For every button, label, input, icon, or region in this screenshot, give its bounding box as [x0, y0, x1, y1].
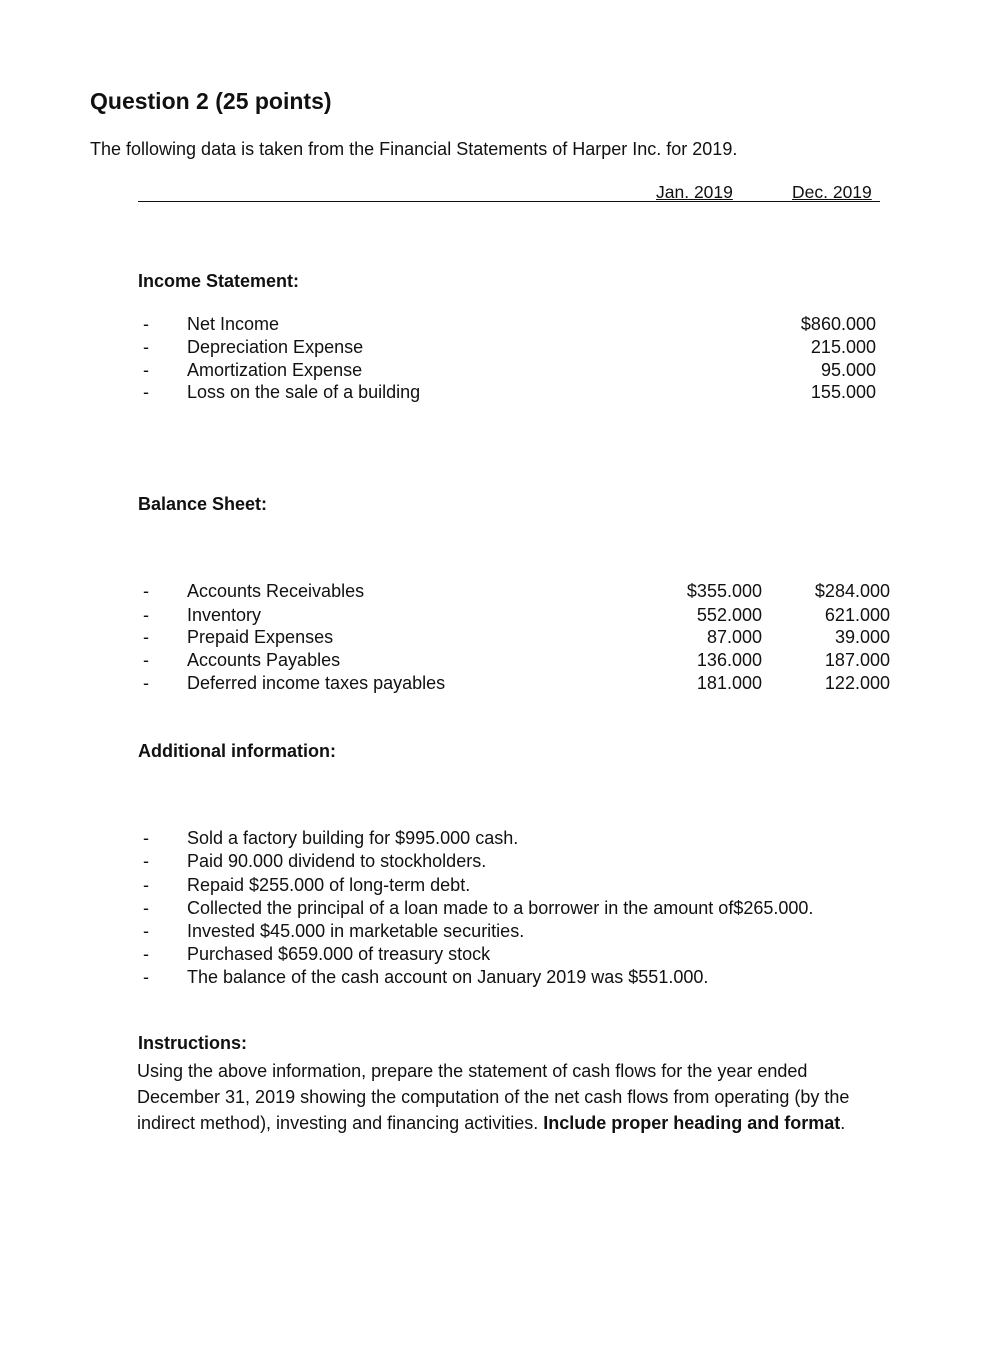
income-dec-value: $860.000	[800, 314, 876, 334]
income-dec-value: 215.000	[810, 337, 876, 357]
additional-text: The balance of the cash account on January 2019 was $551.000.	[187, 967, 709, 987]
additional-info-heading: Additional information:	[138, 741, 336, 761]
bullet-dash: -	[143, 967, 149, 987]
bullet-dash: -	[143, 360, 149, 380]
income-dec-value: 155.000	[810, 382, 876, 402]
balance-jan-value: 181.000	[696, 673, 762, 693]
instructions-heading: Instructions:	[138, 1033, 248, 1053]
bullet-dash: -	[143, 828, 149, 848]
intro-text: The following data is taken from the Financial Statements of Harper Inc. for 2019.	[90, 139, 738, 159]
column-header-dec: Dec. 2019	[792, 182, 872, 202]
bullet-dash: -	[143, 627, 149, 647]
income-label: Amortization Expense	[187, 360, 363, 380]
income-label: Loss on the sale of a building	[187, 382, 421, 402]
balance-dec-value: 39.000	[834, 627, 890, 647]
balance-jan-value: 552.000	[696, 605, 762, 625]
bullet-dash: -	[143, 337, 149, 357]
bullet-dash: -	[143, 944, 149, 964]
column-header-jan: Jan. 2019	[656, 182, 733, 202]
instructions-body	[137, 1058, 867, 1136]
balance-jan-value: $355.000	[686, 581, 762, 601]
balance-label: Accounts Receivables	[187, 581, 365, 601]
balance-dec-value: $284.000	[814, 581, 890, 601]
additional-text: Purchased $659.000 of treasury stock	[187, 944, 491, 964]
income-dec-value: 95.000	[820, 360, 876, 380]
bullet-dash: -	[143, 673, 149, 693]
bullet-dash: -	[143, 898, 149, 918]
bullet-dash: -	[143, 382, 149, 402]
additional-text: Repaid $255.000 of long-term debt.	[187, 875, 471, 895]
balance-jan-value: 136.000	[696, 650, 762, 670]
bullet-dash: -	[143, 314, 149, 334]
question-title: Question 2 (25 points)	[90, 88, 332, 114]
income-statement-heading: Income Statement:	[138, 271, 300, 291]
balance-dec-value: 122.000	[824, 673, 890, 693]
additional-text: Invested $45.000 in marketable securities.	[187, 921, 525, 941]
income-label: Net Income	[187, 314, 280, 334]
balance-jan-value: 87.000	[706, 627, 762, 647]
balance-dec-value: 187.000	[824, 650, 890, 670]
bullet-dash: -	[143, 581, 149, 601]
balance-label: Prepaid Expenses	[187, 627, 334, 647]
bullet-dash: -	[143, 875, 149, 895]
balance-label: Inventory	[187, 605, 262, 625]
instructions-text: Using the above information, prepare the statement of cash flows for the year ended December 31, 2019 showing the computation of the net cash flows from operating (by the indirect method), investing and financing activities.	[137, 1061, 850, 1133]
header-rule	[138, 201, 880, 202]
additional-text: Sold a factory building for $995.000 cash.	[187, 828, 519, 848]
instructions-emphasis: Include proper heading and format	[543, 1113, 841, 1133]
bullet-dash: -	[143, 921, 149, 941]
bullet-dash: -	[143, 605, 149, 625]
bullet-dash: -	[143, 650, 149, 670]
income-label: Depreciation Expense	[187, 337, 364, 357]
balance-label: Deferred income taxes payables	[187, 673, 446, 693]
balance-dec-value: 621.000	[824, 605, 890, 625]
bullet-dash: -	[143, 851, 149, 871]
additional-text: Collected the principal of a loan made to a borrower in the amount of$265.000.	[187, 898, 814, 918]
additional-text: Paid 90.000 dividend to stockholders.	[187, 851, 487, 871]
balance-sheet-heading: Balance Sheet:	[138, 494, 268, 514]
instructions-end: .	[840, 1113, 846, 1133]
balance-label: Accounts Payables	[187, 650, 341, 670]
